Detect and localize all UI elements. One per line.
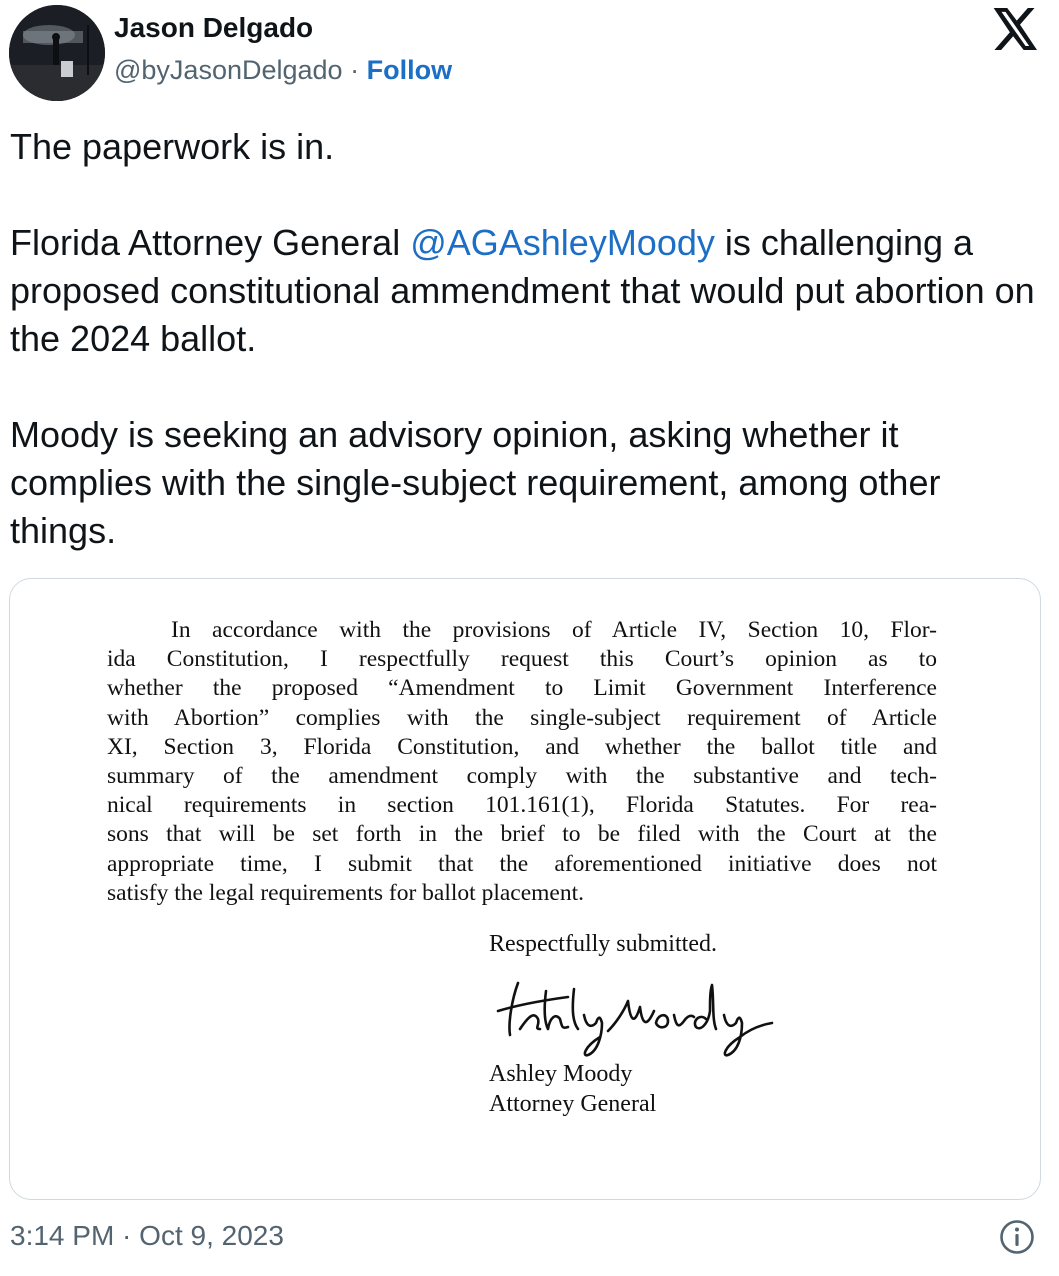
avatar[interactable] [9,5,105,101]
signer-block [489,1059,656,1119]
document-line: sons that will be set forth in the brief to be filed with the Court at the [107,821,937,848]
signer-name: Ashley Moody [489,1061,633,1087]
x-logo-icon[interactable] [992,8,1040,50]
author-handle[interactable]: @byJasonDelgado [114,55,343,85]
tweet-paragraph-2 [10,219,1050,363]
document-line: nical requirements in section 101.161(1), Florida Statutes. For rea- [107,792,937,819]
author-name[interactable]: Jason Delgado [114,12,314,43]
tweet-paragraph-3: Moody is seeking an advisory opinion, asking whether it complies with the single-subject requirement, among other things. [10,414,941,551]
mention-link[interactable]: @AGAshleyMoody [410,222,715,263]
tweet-timestamp[interactable]: 3:14 PM · Oct 9, 2023 [10,1220,284,1251]
info-icon[interactable] [999,1219,1035,1255]
tweet-text [10,123,1050,555]
document-paragraph [107,616,937,908]
follow-button[interactable]: Follow [366,55,453,85]
signature-image [488,971,808,1061]
document-line: satisfy the legal requirements for ballot placement. [107,879,585,906]
tweet-paragraph-1: The paperwork is in. [10,126,335,167]
document-line: whether the proposed “Amendment to Limit Government Interference [107,675,937,702]
document-line: appropriate time, I submit that the aforementioned initiative does not [107,850,937,877]
tweet-paragraph-2-text: Florida Attorney General [10,222,411,263]
separator-dot: · [350,55,360,85]
author-handle-row [114,55,452,86]
document-closing: Respectfully submitted. [489,931,717,957]
signer-title: Attorney General [489,1091,657,1117]
document-line: In accordance with the provisions of Article IV, Section 10, Flor- [171,617,937,643]
document-line: XI, Section 3, Florida Constitution, and whether the ballot title and [107,733,937,760]
document-line: with Abortion” complies with the single-subject requirement of Article [107,704,937,731]
attached-document-image[interactable] [9,578,1041,1200]
tweet-paragraph-2-rest: is challenging a proposed constitutional ammendment that would put abortion on the 2024 ballot. [10,222,1035,359]
document-line: ida Constitution, I respectfully request this Court’s opinion as to [107,646,937,673]
document-line: summary of the amendment comply with the substantive and tech- [107,763,937,790]
avatar-photo [9,5,105,101]
